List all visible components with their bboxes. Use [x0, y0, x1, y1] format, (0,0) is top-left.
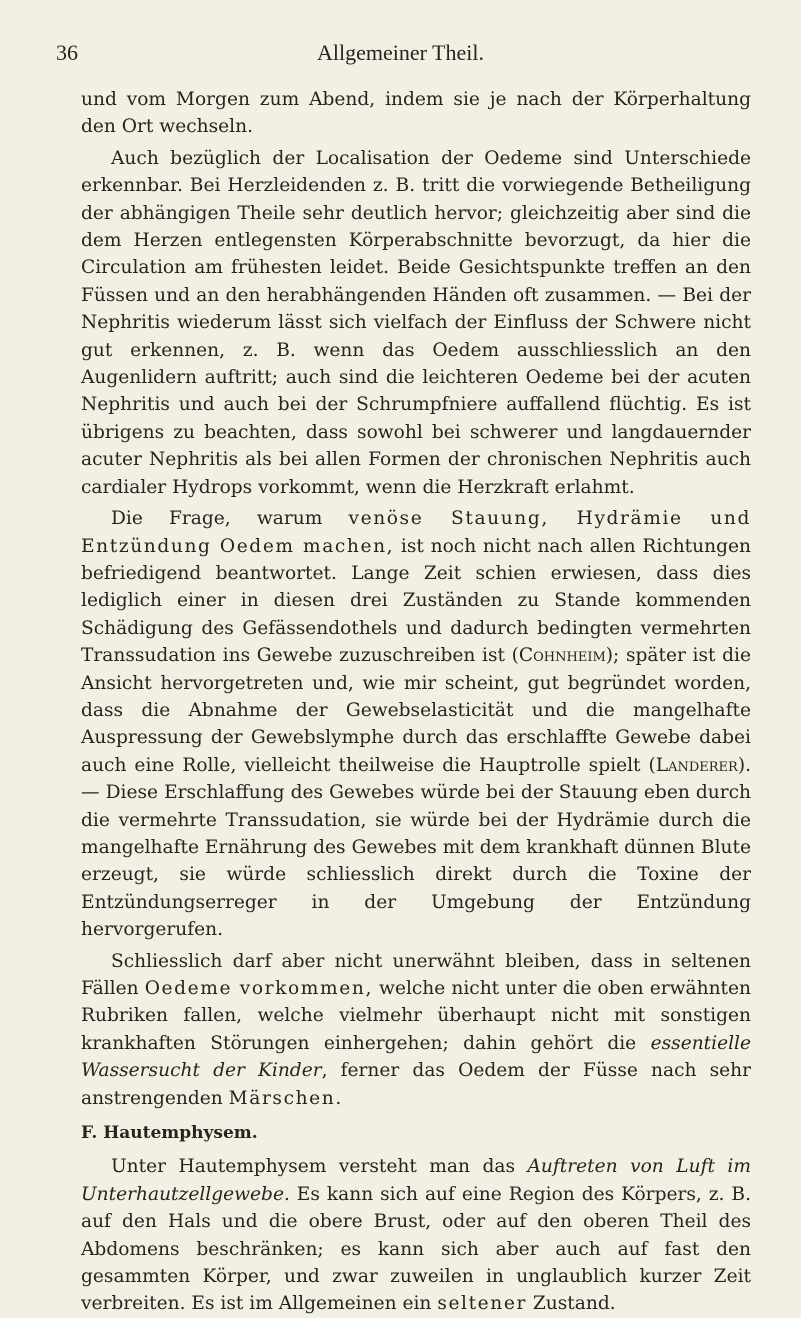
text-run: ); später ist die Ansicht hervorgetreten und, wie mir scheint, gut begründet worden, dass die Abnahme der Gewebselasticität und die mangelhafte Auspressung der Gewebslymphe durch das erschlaffte Gewebe dabei auch eine Rolle, vielleicht theilweise die Hauptrolle spielt (: [81, 645, 751, 776]
spaced-emphasis: Oedeme vorkommen,: [144, 978, 373, 999]
paragraph-continuation: und vom Morgen zum Abend, indem sie je nach der Körperhaltung den Ort wechseln.: [81, 89, 751, 138]
text-run: Zustand.: [526, 1293, 616, 1315]
running-title: Allgemeiner Theil.: [317, 40, 484, 65]
italic-term: essentielle Wassersucht der Kinder: [81, 1032, 751, 1082]
text-run: ). — Diese Erschlaffung des Gewebes würde bei der Stauung eben durch die vermehrte Transsudation, sie würde bei der Hydrämie durch die mangelhafte Ernährung des Gewebes mit dem krankhaft dünnen Blute erzeugt, sie würde schliesslich direkt durch die Toxine der Entzündungserreger in der Umgebung der Entzündung hervorgerufen.: [81, 754, 751, 941]
italic-term: Auftreten von Luft im Unterhautzellgewebe.: [81, 1156, 751, 1205]
text-run: Schliesslich darf aber nicht unerwähnt bleiben, dass in seltenen Fällen: [81, 950, 751, 999]
author-name-cohnheim: Cohnheim: [518, 645, 606, 667]
spaced-emphasis: venöse Stauung, Hydrämie und Entzündung Oedem machen,: [81, 508, 751, 557]
paragraph-hautemphysem: [81, 1153, 751, 1317]
text-run: welche nicht unter die oben erwähnten Rubriken fallen, welche vielmehr überhaupt nicht mit sonstigen krankhaften Störungen einhergehen; dahin gehört die: [81, 978, 751, 1054]
spaced-emphasis: seltener: [437, 1293, 527, 1315]
text-run: Es kann sich auf eine Region des Körpers, z. B. auf den Hals und die obere Brust, oder auf den oberen Theil des Abdomens beschränken; es kann sich aber auch auf fast den gesammten Körper, und zwar zuweilen in unglaublich kurzer Zeit verbreiten. Es ist im Allgemeinen ein: [81, 1183, 751, 1315]
text-run: Die Frage, warum: [111, 508, 349, 530]
author-name-landerer: Landerer: [655, 754, 738, 776]
paragraph-rare-oedema: [81, 948, 751, 1112]
paragraph-localisation: Auch bezüglich der Localisation der Oedeme sind Unterschiede erkennbar. Bei Herzleidenden z. B. tritt die vorwiegende Betheiligung der abhängigen Theile sehr deutlich hervor; gleichzeitig aber sind die dem Herzen entlegensten Körperabschnitte bevorzugt, da hier die Circulation am frühesten leidet. Beide Gesichtspunkte treffen an den Füssen und an den herabhängenden Händen oft zusammen. — Bei der Nephritis wiederum lässt sich vielfach der Einfluss der Schwere nicht gut erkennen, z. B. wenn das Oedem ausschliesslich an den Augenlidern auftritt; auch sind die leichteren Oedeme bei der acuten Nephritis und auch bei der Schrumpfniere auffallend flüchtig. Es ist übrigens zu beachten, dass sowohl bei schwerer und langdauernder acuter Nephritis als bei allen Formen der chronischen Nephritis auch cardialer Hydrops vorkommt, wenn die Herzkraft erlahmt.: [81, 147, 751, 498]
section-title: F. Hautemphysem.: [81, 1123, 258, 1144]
page-header: [56, 40, 745, 70]
text-run: ist noch nicht nach allen Richtungen befriedigend beantwortet. Lange Zeit schien erwiesen, dass dies lediglich einer in diesen drei Zuständen zu Stande kommenden Schädigung des Gefässendothels und dadurch bedingten vermehrten Transsudation ins Gewebe zuzuschreiben ist (: [81, 535, 751, 667]
text-run: Unter Hautemphysem versteht man das: [111, 1156, 528, 1178]
page-body: [81, 86, 751, 1318]
page-number: 36: [56, 40, 78, 65]
text-run: , ferner das Oedem der Füsse nach sehr anstrengenden: [81, 1060, 751, 1109]
paragraph-venous-congestion: [81, 505, 751, 944]
spaced-emphasis: Märschen.: [228, 1087, 343, 1109]
